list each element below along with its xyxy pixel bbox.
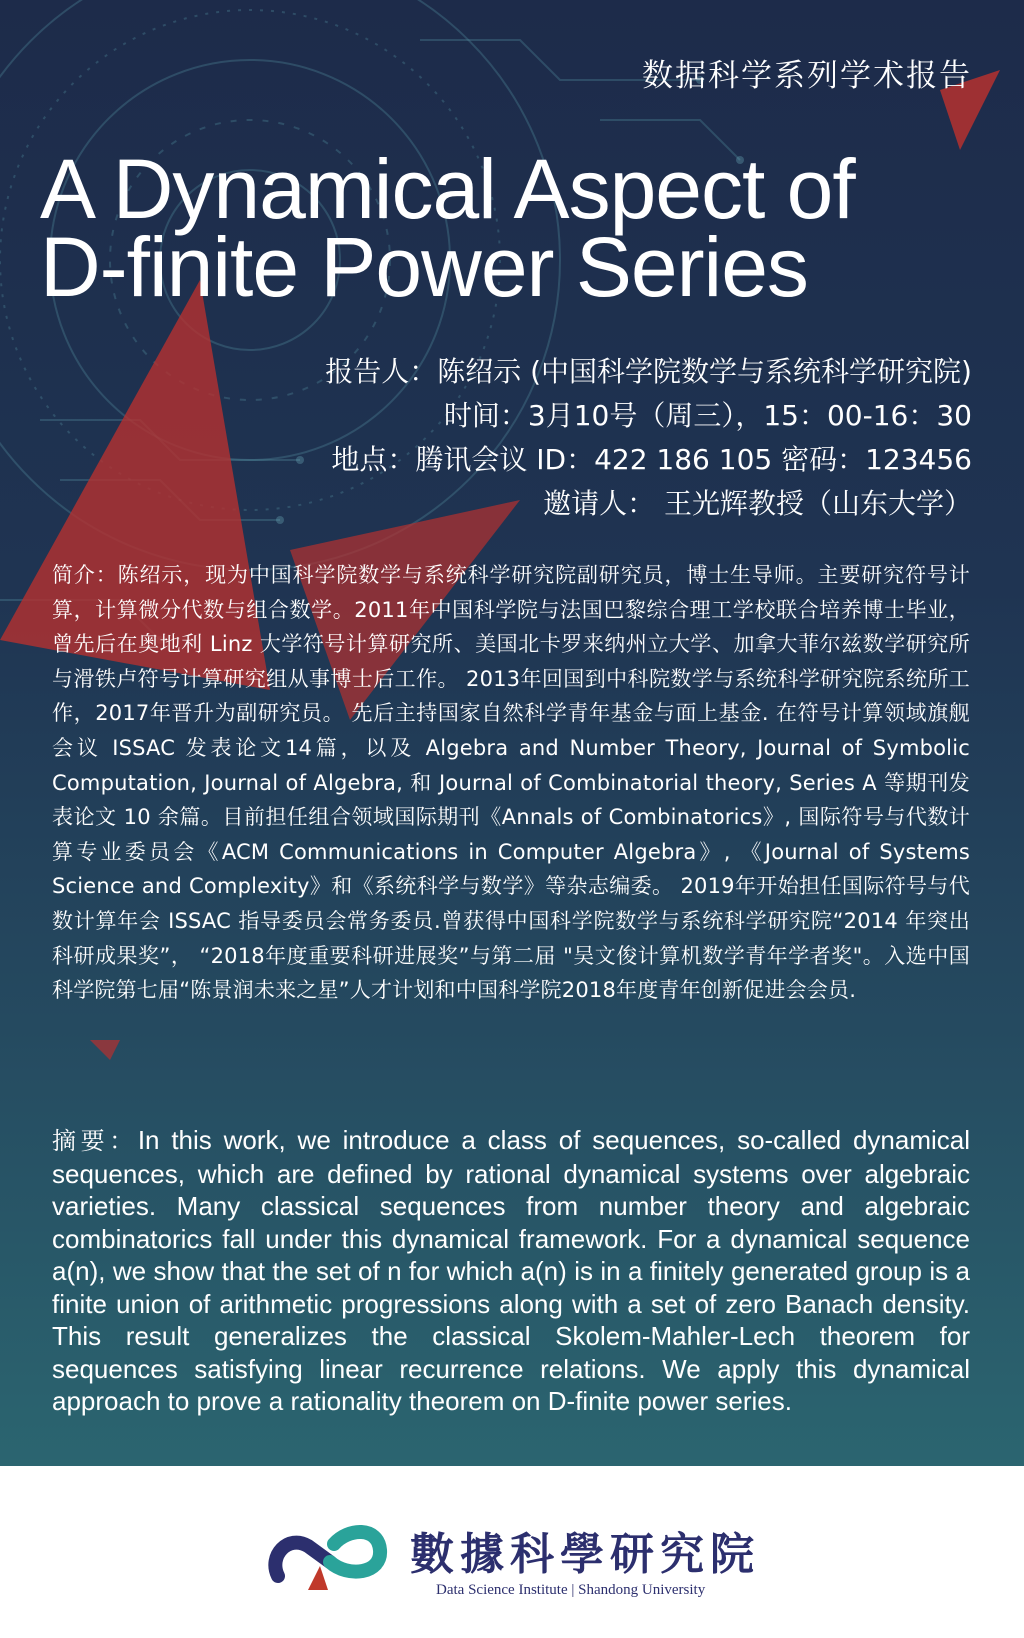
talk-title-line1: A Dynamical Aspect of [40,142,855,236]
time-line: 时间：3月10号（周三），15：00-16：30 [443,399,972,432]
series-title: 数据科学系列学术报告 [642,58,972,94]
institute-name-cn: 數據科學研究院 [410,1529,760,1580]
red-triangle-small [90,1040,120,1060]
speaker-line: 报告人：陈绍示 (中国科学院数学与系统科学研究院) [325,355,972,388]
host-line: 邀请人： 王光辉教授（山东大学） [543,487,972,520]
location-line: 地点：腾讯会议 ID：422 186 105 密码：123456 [331,443,972,476]
institute-name-en: Data Science Institute | Shandong University [436,1582,706,1598]
talk-details [72,350,972,526]
abstract-label: 摘要： [52,1127,138,1155]
speaker-bio: 简介：陈绍示，现为中国科学院数学与系统科学研究院副研究员，博士生导师。主要研究符号计算，计算微分代数与组合数学。2011年中国科学院与法国巴黎综合理工学校联合培养博士毕业，曾先后在奥地利 Linz 大学符号计算研究所、美国北卡罗来纳州立大学、加拿大菲尔兹数学研究所与滑铁卢符号计算研究组从事博士后工作。 2013年回国到中科院数学与系统科学研究院系统所工作，2017年晋升为副研究员。 先后主持国家自然科学青年基金与面上基金. 在符号计算领域旗舰会议 ISSAC 发表论文14篇，以及 Algebra and Number Theory, Journal of Symbolic Computation, Journal of Algebra, 和 Journal of Combinatorial theory, Series A 等期刊发表论文 10 余篇。目前担任组合领域国际期刊《Annals of Combinatorics》, 国际符号与代数计算专业委员会《ACM Communications in Computer Algebra》, 《Journal of Systems Science and Complexity》和《系统科学与数学》等杂志编委。 2019年开始担任国际符号与代数计算年会 ISSAC 指导委员会常务委员.曾获得中国科学院数学与系统科学研究院“2014 年突出科研成果奖”， “2018年度重要科研进展奖”与第二届 "吴文俊计算机数学青年学者奖"。入选中国科学院第七届“陈景润未来之星”人才计划和中国科学院2018年度青年创新促进会会员. [52,563,970,1003]
abstract [52,1124,970,1418]
footer [0,1466,1024,1638]
talk-title [40,142,1000,314]
abstract-text: In this work, we introduce a class of sequences, so-called dynamical sequences, which are defined by rational dynamical systems over algebraic varieties. Many classical sequences from number theory and algebraic combinatorics fall under this dynamical framework. For a dynamical sequence a(n), we show that the set of n for which a(n) is in a finitely generated group is a finite union of arithmetic progressions along with a set of zero Banach density. This result generalizes the classical Skolem-Mahler-Lech theorem for sequences satisfying linear recurrence relations. We apply this dynamical approach to prove a rationality theorem on D-finite power series. [52,1125,970,1416]
talk-title-line2: D-finite Power Series [40,220,808,314]
dsi-infinity-logo-icon [268,1516,392,1600]
